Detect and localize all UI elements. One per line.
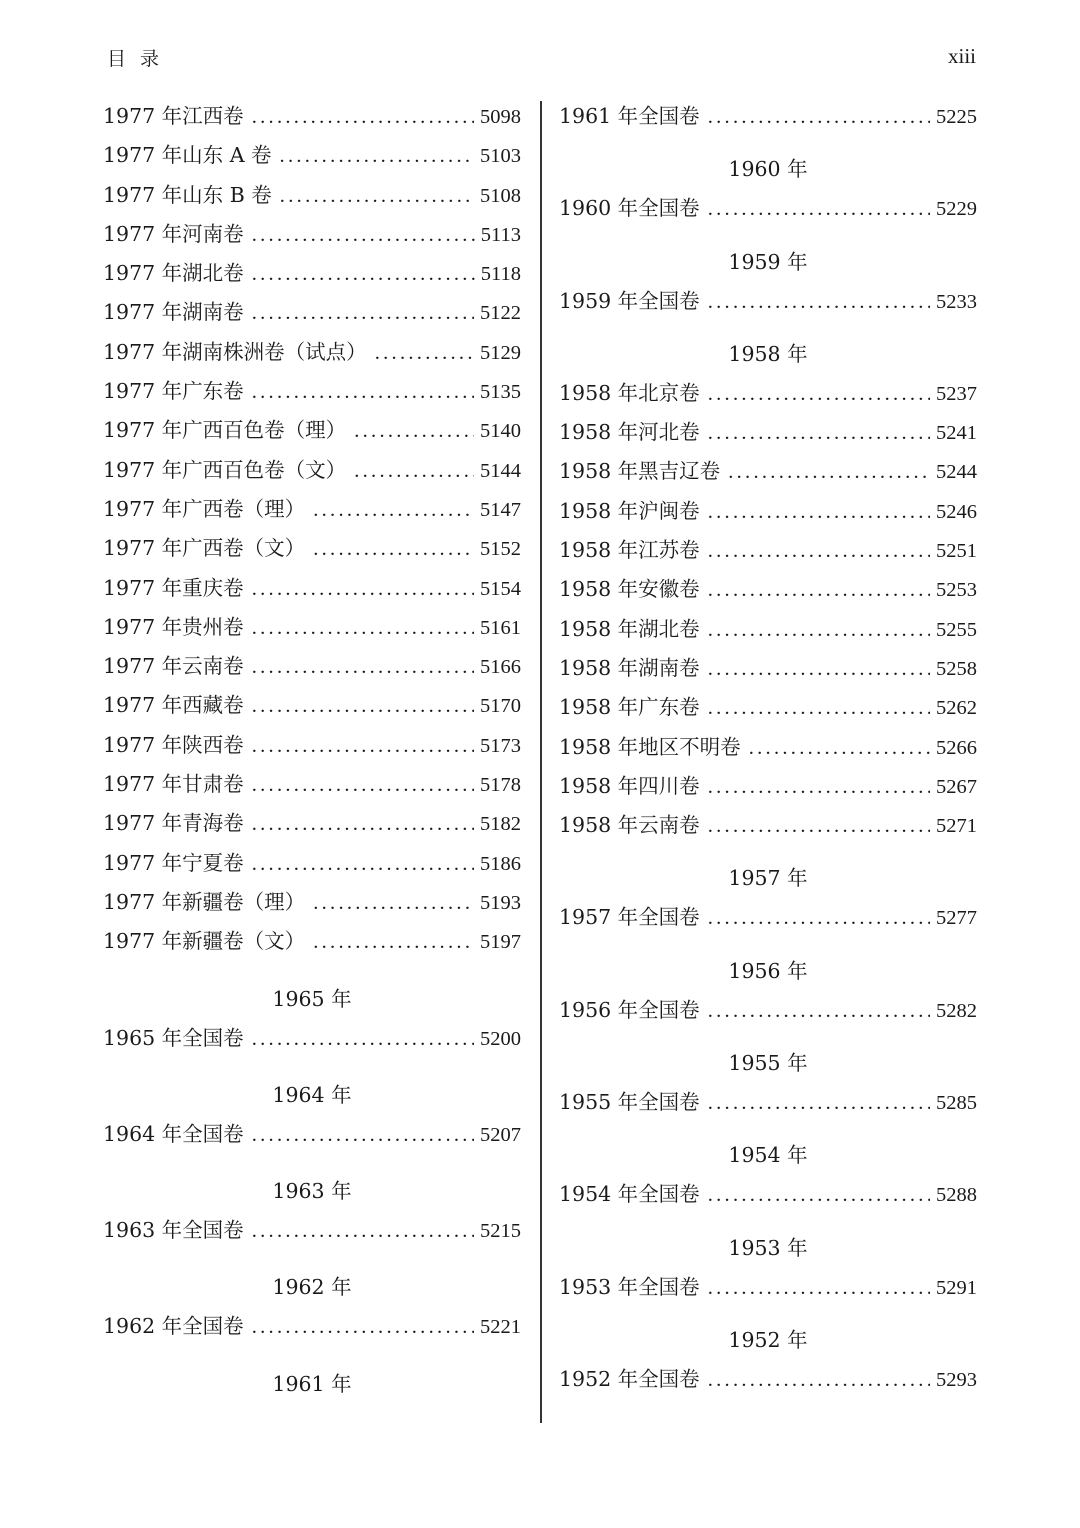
entry-page-number: 5147 <box>480 498 521 521</box>
entry-title: 1958 年北京卷 <box>559 380 700 405</box>
toc-entry[interactable] <box>103 804 521 843</box>
entry-title: 1977 年云南卷 <box>103 654 244 679</box>
dot-leader <box>708 899 930 938</box>
entry-title: 1958 年沪闽卷 <box>559 498 700 523</box>
dot-leader <box>708 689 930 728</box>
dot-leader <box>708 768 930 807</box>
dot-leader <box>252 294 474 333</box>
toc-entry[interactable] <box>103 333 521 372</box>
entry-page-number: 5098 <box>480 106 521 128</box>
dot-leader <box>708 571 930 610</box>
dot-leader <box>252 98 474 137</box>
entry-page-number: 5233 <box>936 290 977 313</box>
entry-title: 1977 年广西卷（理） <box>103 496 306 521</box>
entry-page-number: 5255 <box>936 618 977 641</box>
entry-title: 1977 年湖北卷 <box>103 261 244 286</box>
toc-entry[interactable] <box>103 372 521 411</box>
entry-page-number: 5266 <box>936 736 977 759</box>
dot-leader <box>252 255 475 294</box>
entry-title: 1960 年全国卷 <box>559 196 700 221</box>
page-number: xiii <box>947 44 976 68</box>
dot-leader <box>708 1084 930 1123</box>
entry-page-number: 5113 <box>480 223 521 246</box>
entry-page-number: 5277 <box>936 907 977 930</box>
entry-title: 1965 年全国卷 <box>103 1025 244 1050</box>
dot-leader <box>375 334 474 373</box>
entry-title: 1977 年广东卷 <box>103 379 244 404</box>
entry-title: 1977 年贵州卷 <box>103 614 244 639</box>
dot-leader <box>313 530 474 569</box>
entry-title: 1962 年全国卷 <box>103 1314 244 1339</box>
toc-entry[interactable] <box>559 767 977 806</box>
year-heading: 1953 年 <box>728 1235 808 1260</box>
entry-page-number: 5173 <box>480 734 521 757</box>
toc-entry[interactable] <box>559 991 977 1030</box>
toc-entry[interactable] <box>103 411 521 450</box>
year-heading: 1963 年 <box>272 1179 352 1204</box>
entry-page-number: 5186 <box>480 852 521 875</box>
toc-entry[interactable] <box>103 569 521 608</box>
entry-page-number: 5207 <box>480 1123 521 1146</box>
year-heading: 1956 年 <box>728 958 808 983</box>
dot-leader <box>708 283 930 322</box>
dot-leader <box>252 1308 474 1347</box>
dot-leader <box>708 190 930 229</box>
toc-entry[interactable] <box>559 492 977 531</box>
dot-leader <box>708 650 930 689</box>
toc-entry[interactable] <box>559 374 977 413</box>
entry-title: 1977 年青海卷 <box>103 811 244 836</box>
entry-title: 1977 年新疆卷（文） <box>103 929 306 954</box>
entry-title: 1977 年广西卷（文） <box>103 536 306 561</box>
dot-leader <box>708 807 930 846</box>
toc-right-column <box>559 97 977 1399</box>
toc-entry[interactable] <box>103 254 521 293</box>
entry-page-number: 5253 <box>936 579 977 602</box>
entry-title: 1961 年全国卷 <box>559 104 700 128</box>
toc-entry[interactable] <box>103 293 521 332</box>
toc-entry[interactable] <box>103 215 521 254</box>
entry-page-number: 5122 <box>480 302 521 325</box>
dot-leader <box>708 375 930 414</box>
year-heading: 1954 年 <box>728 1143 808 1168</box>
dot-leader <box>280 137 474 176</box>
toc-entry[interactable] <box>559 728 977 767</box>
toc-entry[interactable] <box>559 189 977 228</box>
entry-page-number: 5129 <box>480 341 521 364</box>
dot-leader <box>749 729 930 768</box>
year-heading: 1962 年 <box>272 1275 352 1300</box>
year-heading: 1959 年 <box>728 249 808 274</box>
entry-page-number: 5237 <box>936 382 977 405</box>
entry-page-number: 5166 <box>480 656 521 679</box>
toc-entry[interactable] <box>559 898 977 937</box>
entry-title: 1958 年江苏卷 <box>559 538 700 563</box>
column-divider <box>540 101 542 1423</box>
entry-page-number: 5291 <box>936 1276 977 1299</box>
entry-page-number: 5135 <box>480 381 521 404</box>
entry-page-number: 5267 <box>936 775 977 798</box>
entry-title: 1977 年湖南卷 <box>103 300 244 325</box>
toc-entry[interactable] <box>559 413 977 452</box>
dot-leader <box>708 98 930 137</box>
entry-page-number: 5293 <box>936 1368 977 1391</box>
entry-page-number: 5241 <box>936 422 977 445</box>
dot-leader <box>708 493 930 532</box>
entry-page-number: 5251 <box>936 540 977 563</box>
dot-leader <box>708 992 930 1031</box>
toc-left-column <box>103 97 521 1404</box>
toc-entry[interactable] <box>559 452 977 491</box>
entry-page-number: 5103 <box>480 145 521 168</box>
year-heading: 1957 年 <box>728 866 808 891</box>
toc-entry[interactable] <box>559 570 977 609</box>
dot-leader <box>252 648 474 687</box>
entry-title: 1958 年安徽卷 <box>559 577 700 602</box>
toc-entry[interactable] <box>103 1211 521 1250</box>
entry-page-number: 5178 <box>480 774 521 797</box>
entry-page-number: 5229 <box>936 198 977 221</box>
toc-entry[interactable] <box>103 1307 521 1346</box>
entry-page-number: 5262 <box>936 697 977 720</box>
entry-page-number: 5258 <box>936 657 977 680</box>
entry-page-number: 5161 <box>480 616 521 639</box>
toc-entry[interactable] <box>103 608 521 647</box>
year-heading: 1958 年 <box>728 341 808 366</box>
entry-title: 1977 年山东 B 卷 <box>103 182 272 207</box>
entry-page-number: 5182 <box>480 813 521 836</box>
dot-leader <box>252 609 474 648</box>
toc-entry[interactable] <box>103 490 521 529</box>
dot-leader <box>252 845 474 884</box>
toc-entry[interactable] <box>559 1268 977 1307</box>
entry-title: 1958 年湖北卷 <box>559 616 700 641</box>
entry-page-number: 5200 <box>480 1027 521 1050</box>
entry-page-number: 5144 <box>480 459 521 482</box>
entry-title: 1954 年全国卷 <box>559 1182 700 1207</box>
entry-title: 1957 年全国卷 <box>559 905 700 930</box>
toc-entry[interactable] <box>559 282 977 321</box>
dot-leader <box>252 1116 474 1155</box>
dot-leader <box>252 570 474 609</box>
entry-title: 1958 年黑吉辽卷 <box>559 459 721 484</box>
entry-title: 1977 年广西百色卷（文） <box>103 457 347 482</box>
entry-title: 1977 年重庆卷 <box>103 575 244 600</box>
year-heading: 1952 年 <box>728 1327 808 1352</box>
dot-leader <box>252 805 474 844</box>
toc-entry[interactable] <box>559 688 977 727</box>
entry-page-number: 5271 <box>936 815 977 838</box>
toc-entry[interactable] <box>103 1115 521 1154</box>
entry-title: 1964 年全国卷 <box>103 1121 244 1146</box>
dot-leader <box>708 1269 930 1308</box>
entry-title: 1958 年广东卷 <box>559 695 700 720</box>
year-heading: 1964 年 <box>272 1082 352 1107</box>
toc-entry[interactable] <box>103 176 521 215</box>
entry-page-number: 5170 <box>480 695 521 718</box>
dot-leader <box>728 453 930 492</box>
entry-title: 1959 年全国卷 <box>559 288 700 313</box>
entry-title: 1977 年甘肃卷 <box>103 772 244 797</box>
entry-title: 1977 年新疆卷（理） <box>103 889 306 914</box>
toc-entry[interactable] <box>559 806 977 845</box>
entry-page-number: 5193 <box>480 891 521 914</box>
toc-entry[interactable] <box>103 1019 521 1058</box>
dot-leader <box>354 452 474 491</box>
dot-leader <box>252 1212 474 1251</box>
entry-title: 1963 年全国卷 <box>103 1218 244 1243</box>
entry-page-number: 5225 <box>936 106 977 128</box>
year-heading: 1965 年 <box>272 986 352 1011</box>
entry-title: 1952 年全国卷 <box>559 1366 700 1391</box>
toc-entry[interactable] <box>103 765 521 804</box>
dot-leader <box>280 177 474 216</box>
entry-page-number: 5288 <box>936 1184 977 1207</box>
dot-leader <box>708 414 930 453</box>
entry-title: 1956 年全国卷 <box>559 997 700 1022</box>
toc-entry[interactable] <box>103 451 521 490</box>
entry-title: 1953 年全国卷 <box>559 1274 700 1299</box>
dot-leader <box>708 1176 930 1215</box>
year-heading: 1961 年 <box>272 1371 352 1396</box>
entry-page-number: 5246 <box>936 500 977 523</box>
entry-title: 1977 年广西百色卷（理） <box>103 418 347 443</box>
toc-entry[interactable] <box>559 1083 977 1122</box>
entry-page-number: 5140 <box>480 420 521 443</box>
entry-title: 1958 年地区不明卷 <box>559 734 741 759</box>
entry-title: 1955 年全国卷 <box>559 1090 700 1115</box>
dot-leader <box>708 611 930 650</box>
dot-leader <box>252 687 474 726</box>
dot-leader <box>252 1020 474 1059</box>
entry-title: 1977 年湖南株洲卷（试点） <box>103 339 367 364</box>
year-heading: 1960 年 <box>728 157 808 182</box>
toc-entry[interactable] <box>559 1175 977 1214</box>
dot-leader <box>708 1361 930 1400</box>
dot-leader <box>313 491 474 530</box>
dot-leader <box>313 884 474 923</box>
toc-entry[interactable] <box>559 1360 977 1399</box>
entry-title: 1977 年江西卷 <box>103 104 244 128</box>
dot-leader <box>252 766 474 805</box>
entry-page-number: 5244 <box>936 461 977 484</box>
dot-leader <box>252 727 474 766</box>
entry-page-number: 5108 <box>480 184 521 207</box>
entry-page-number: 5197 <box>480 931 521 954</box>
entry-title: 1977 年宁夏卷 <box>103 850 244 875</box>
toc-entry[interactable] <box>103 97 521 136</box>
toc-entry[interactable] <box>559 531 977 570</box>
entry-title: 1977 年陕西卷 <box>103 732 244 757</box>
toc-entry[interactable] <box>559 649 977 688</box>
toc-entry[interactable] <box>559 97 977 136</box>
dot-leader <box>252 216 475 255</box>
dot-leader <box>708 532 930 571</box>
entry-title: 1977 年山东 A 卷 <box>103 143 272 168</box>
toc-entry[interactable] <box>103 529 521 568</box>
toc-entry[interactable] <box>103 647 521 686</box>
toc-entry[interactable] <box>103 726 521 765</box>
year-heading: 1955 年 <box>728 1051 808 1076</box>
toc-entry[interactable] <box>103 686 521 725</box>
toc-entry[interactable] <box>103 844 521 883</box>
entry-title: 1958 年湖南卷 <box>559 655 700 680</box>
entry-page-number: 5285 <box>936 1092 977 1115</box>
entry-page-number: 5221 <box>480 1316 521 1339</box>
entry-title: 1977 年西藏卷 <box>103 693 244 718</box>
toc-entry[interactable] <box>103 922 521 961</box>
running-header-title: 目 录 <box>107 48 164 70</box>
entry-title: 1958 年云南卷 <box>559 813 700 838</box>
toc-entry[interactable] <box>103 136 521 175</box>
dot-leader <box>313 923 474 962</box>
dot-leader <box>354 412 474 451</box>
toc-entry[interactable] <box>103 883 521 922</box>
dot-leader <box>252 373 474 412</box>
entry-page-number: 5152 <box>480 538 521 561</box>
entry-page-number: 5215 <box>480 1220 521 1243</box>
entry-page-number: 5118 <box>480 263 521 286</box>
entry-title: 1958 年河北卷 <box>559 420 700 445</box>
entry-page-number: 5282 <box>936 999 977 1022</box>
entry-title: 1958 年四川卷 <box>559 773 700 798</box>
entry-page-number: 5154 <box>480 577 521 600</box>
entry-title: 1977 年河南卷 <box>103 221 244 246</box>
toc-entry[interactable] <box>559 610 977 649</box>
